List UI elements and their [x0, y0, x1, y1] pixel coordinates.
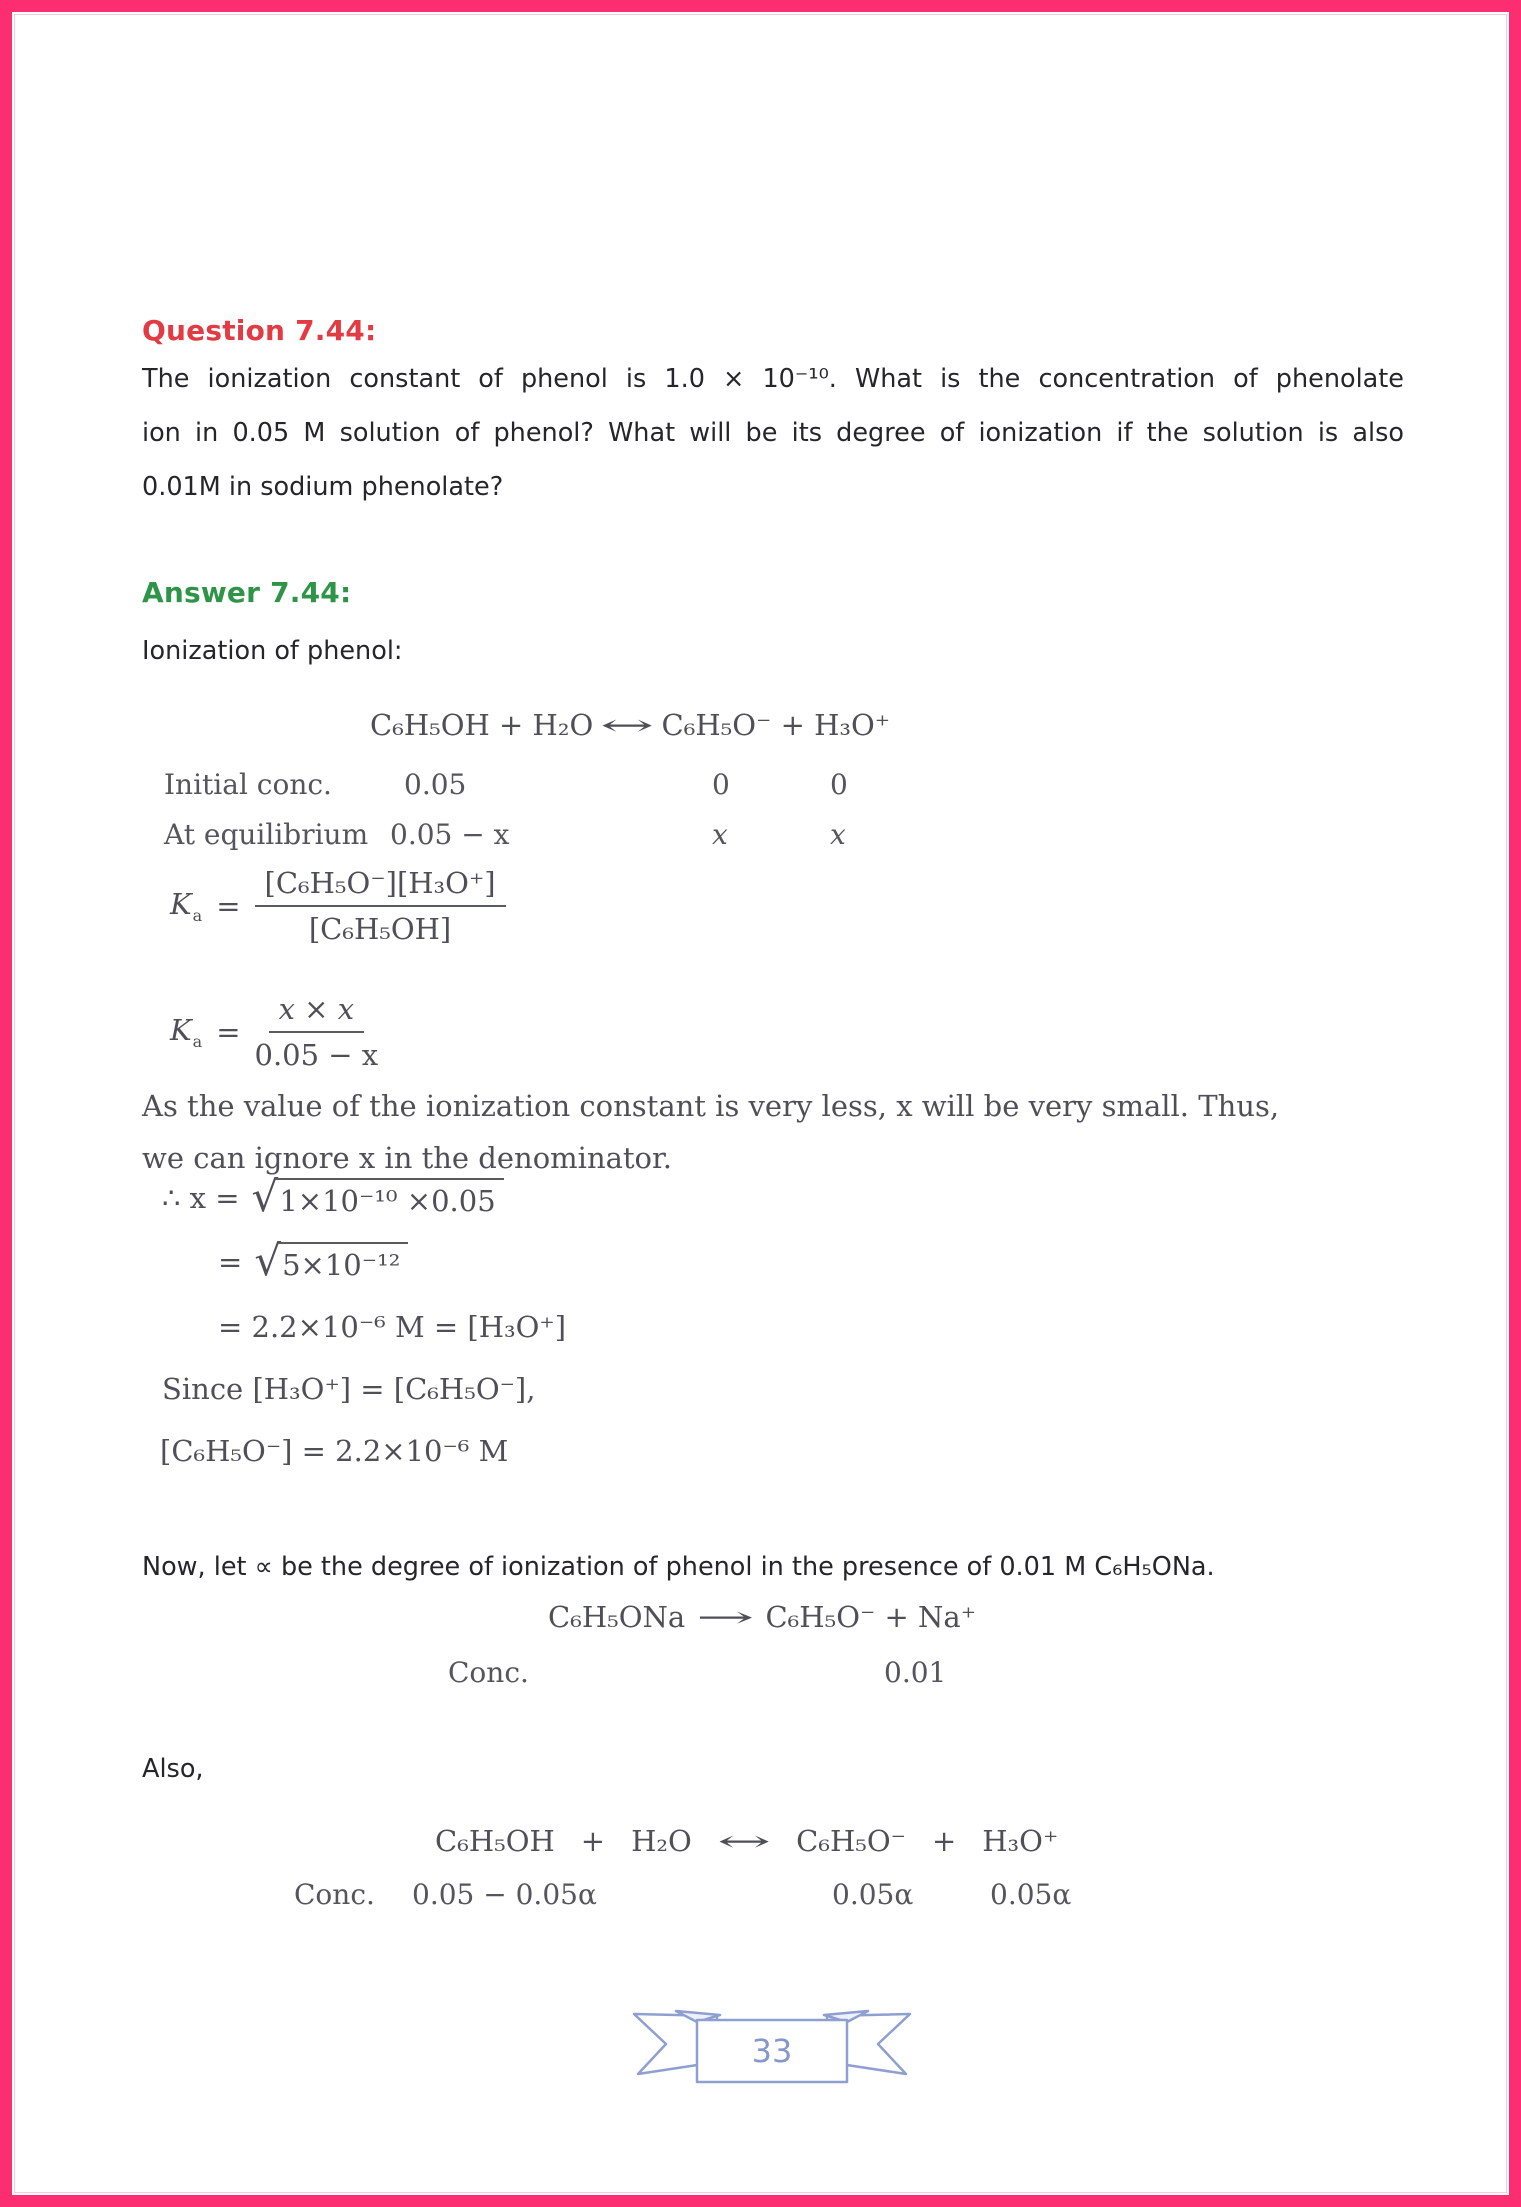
ka2-fraction	[255, 992, 379, 1072]
ka1-numerator: [C₆H₅O⁻][H₃O⁺]	[255, 866, 506, 907]
phenolate-concentration-line: [C₆H₅O⁻] = 2.2×10⁻⁶ M	[160, 1434, 509, 1468]
forward-arrow-icon: →	[696, 1600, 755, 1634]
reaction3-equation	[435, 1824, 1058, 1858]
x1-prefix: ∴ x =	[162, 1181, 240, 1215]
reaction2-conc-label: Conc.	[448, 1656, 529, 1689]
question-heading: Question 7.44:	[142, 314, 377, 347]
ka2-denominator: 0.05 − x	[254, 1038, 379, 1072]
ka2-subscript: a	[192, 1032, 203, 1052]
approximation-note	[142, 1080, 1279, 1184]
also-label: Also,	[142, 1754, 204, 1784]
reaction1-row1-value3: 0	[830, 768, 848, 801]
question-line-3: 0.01M in sodium phenolate?	[142, 472, 504, 502]
reaction2-lhs: C₆H₅ONa	[548, 1600, 686, 1634]
reaction3-conc2: 0.05α	[832, 1878, 914, 1911]
reaction3-plus2: +	[931, 1824, 957, 1858]
reaction3-conc1: 0.05 − 0.05α	[412, 1878, 597, 1911]
reaction1-row2-label: At equilibrium	[164, 818, 369, 851]
x2-radicand: 5×10⁻¹²	[278, 1242, 408, 1282]
reaction1-row2-value2: x	[712, 818, 728, 851]
ka1-symbol	[170, 887, 202, 925]
ka1-fraction	[255, 866, 506, 946]
question-line-2: ion in 0.05 M solution of phenol? What will be its degree of ionization if the solution is also	[142, 418, 1404, 448]
reaction1-row2-value1: 0.05 − x	[390, 818, 510, 851]
reaction1-row2-value3: x	[830, 818, 846, 851]
reaction2-equation	[548, 1600, 976, 1634]
x2-sqrt	[254, 1236, 408, 1285]
reaction2-conc-value: 0.01	[884, 1656, 947, 1689]
page-number: 33	[751, 2032, 793, 2070]
ka1-denominator: [C₆H₅OH]	[308, 912, 452, 946]
reaction1-row1-label: Initial conc.	[164, 768, 332, 801]
page-number-ribbon	[622, 2000, 922, 2090]
radical-sign-icon: √	[254, 1236, 282, 1285]
ka-expression-1	[170, 866, 506, 946]
alpha-paragraph: Now, let ∝ be the degree of ionization of phenol in the presence of 0.01 M C₆H₅ONa.	[142, 1552, 1215, 1582]
x-equation-1	[162, 1172, 504, 1221]
ribbon-banner-icon	[622, 2000, 922, 2090]
ka2-equals: =	[216, 1015, 241, 1049]
reaction1-lhs: C₆H₅OH + H₂O	[370, 708, 594, 742]
ka2-numerator: x × x	[269, 992, 364, 1033]
since-line: Since [H₃O⁺] = [C₆H₅O⁻],	[162, 1372, 536, 1406]
reaction2-rhs: C₆H₅O⁻ + Na⁺	[765, 1600, 977, 1634]
question-line-1: The ionization constant of phenol is 1.0 × 10⁻¹⁰. What is the concentration of phenolate	[142, 364, 1404, 394]
note-line-1: As the value of the ionization constant is very less, x will be very small. Thus,	[142, 1089, 1280, 1123]
note-line-2: we can ignore x in the denominator.	[142, 1141, 672, 1175]
reaction1-equation	[370, 708, 890, 742]
ka1-subscript: a	[192, 906, 203, 926]
reaction3-plus1: +	[580, 1824, 606, 1858]
reaction3-conc3: 0.05α	[990, 1878, 1072, 1911]
x-equation-3: = 2.2×10⁻⁶ M = [H₃O⁺]	[218, 1310, 567, 1344]
equilibrium-arrow-icon: ↔	[600, 708, 655, 742]
ka-expression-2	[170, 992, 378, 1072]
ka2-symbol	[170, 1013, 202, 1051]
x1-sqrt	[251, 1172, 504, 1221]
answer-intro: Ionization of phenol:	[142, 636, 403, 666]
reaction3-lhs2: H₂O	[631, 1824, 692, 1858]
radical-sign-icon: √	[251, 1172, 279, 1221]
reaction3-rhs1: C₆H₅O⁻	[796, 1824, 906, 1858]
reaction1-rhs: C₆H₅O⁻ + H₃O⁺	[661, 708, 891, 742]
reaction1-row1-value1: 0.05	[404, 768, 467, 801]
x-equation-2	[218, 1236, 408, 1285]
reaction3-rhs2: H₃O⁺	[982, 1824, 1059, 1858]
ka1-equals: =	[216, 889, 241, 923]
reaction1-row1-value2: 0	[712, 768, 730, 801]
x2-prefix: =	[218, 1245, 243, 1279]
reaction3-lhs1: C₆H₅OH	[435, 1824, 555, 1858]
equilibrium-arrow-icon: ↔	[717, 1824, 771, 1858]
x1-radicand: 1×10⁻¹⁰ ×0.05	[275, 1178, 503, 1218]
answer-heading: Answer 7.44:	[142, 576, 352, 609]
reaction3-conc-label: Conc.	[294, 1878, 375, 1911]
ka1-k: K	[170, 886, 192, 921]
question-text	[142, 352, 1404, 514]
ka2-k: K	[170, 1012, 192, 1047]
